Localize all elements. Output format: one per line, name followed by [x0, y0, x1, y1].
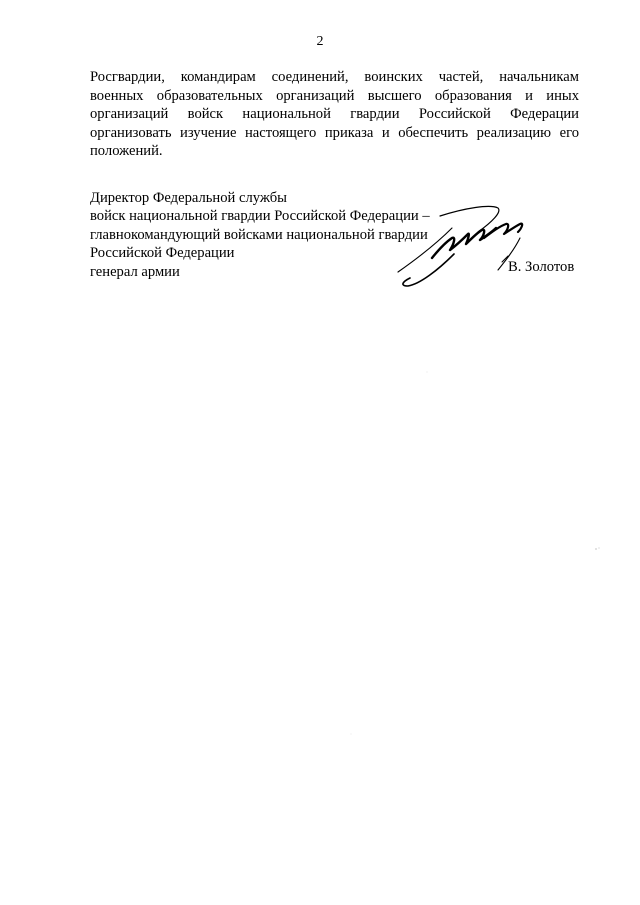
page-number: 2: [316, 34, 324, 49]
handwritten-signature: [380, 198, 540, 290]
body-line: Росгвардии, командирам соединений, воинских частей, начальникам: [90, 69, 579, 85]
signatory-name: В. Золотов: [508, 259, 575, 275]
body-paragraph: [90, 68, 579, 161]
body-line: организовать изучение настоящего приказа и обеспечить реализацию его: [90, 124, 579, 141]
scan-speck: [425, 370, 429, 374]
body-line: положений.: [90, 143, 163, 160]
scan-speck: [349, 732, 353, 736]
signatory-title-line: Российской Федерации: [90, 245, 235, 262]
scan-speck: [594, 546, 602, 552]
signatory-title-line: Директор Федеральной службы: [90, 190, 287, 206]
body-line: организаций войск национальной гвардии Российской Федерации: [90, 106, 579, 123]
signatory-rank: генерал армии: [90, 263, 180, 280]
body-line: военных образовательных организаций высшего образования и иных: [90, 87, 579, 104]
signatory-title-line: войск национальной гвардии Российской Федерации –: [90, 208, 430, 225]
signatory-title-line: главнокомандующий войсками национальной гвардии: [90, 226, 428, 243]
